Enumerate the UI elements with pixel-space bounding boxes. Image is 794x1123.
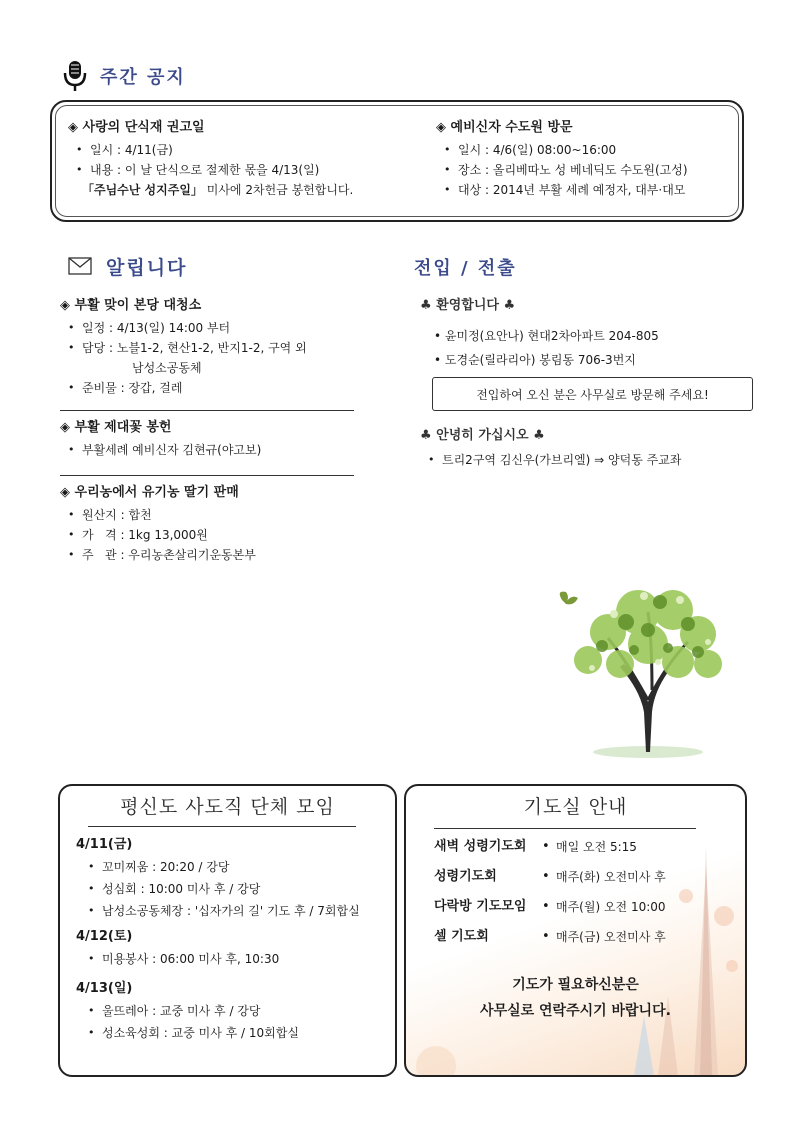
cleaning-schedule: • 일정 : 4/13(일) 14:00 부터 [60,318,360,338]
flower-heading: ◈ 부활 제대꽃 봉헌 [60,420,172,435]
fasting-date: • 일시 : 4/11(금) [68,140,428,160]
welcome-heading: ♣ 환영합니다 ♣ [420,298,516,313]
prayer-footer-2: 사무실로 연락주시기 바랍니다. [480,1003,671,1019]
fasting-content: • 내용 : 이 날 단식으로 절제한 몫을 4/13(일) [68,160,428,180]
meeting-item-5: • 울뜨레아 : 교중 미사 후 / 강당 [80,1000,396,1022]
prayer-footer-1: 기도가 필요하신분은 [512,977,639,993]
strawberry-origin: • 원산지 : 합천 [60,505,360,525]
prayer-list [434,832,734,952]
prayer-row: 셀 기도회 • 매주(금) 오전미사 후 [434,929,666,944]
prayer-row: 다락방 기도모임 • 매주(월) 오전 10:00 [434,899,666,914]
transfer-welcome [420,296,760,370]
meeting-date-3: 4/13(일) [76,981,133,996]
prayer-title-underline [434,828,696,829]
flower-donor: • 부활세례 예비신자 김현규(야고보) [60,440,360,460]
strawberry-heading: ◈ 우리농에서 유기농 딸기 판매 [60,485,239,500]
weekly-title: 주간 공지 [100,67,186,88]
notice-header [68,252,187,280]
weekly-header [60,58,186,94]
divider-1 [60,410,354,411]
divider-2 [60,475,354,476]
weekly-left [68,118,428,200]
welcome-item-1: • 윤미정(요안나) 현대2차아파트 204-805 [434,329,659,343]
transfer-farewell [420,426,760,470]
meetings-list [76,834,396,1044]
monastery-target: • 대상 : 2014년 부활 세례 예정자, 대부·대모 [436,180,736,200]
meetings-title-underline [88,826,356,827]
prayer-title: 기도실 안내 [523,796,628,818]
welcome-item-2: • 도경순(릴라리아) 봉림동 706-3번지 [434,353,636,367]
monastery-place: • 장소 : 올리베따노 성 베네딕도 수도원(고성) [436,160,736,180]
meetings-title: 평신도 사도직 단체 모임 [120,796,335,818]
meeting-item-3: • 남성소공동체장 : '십자가의 길' 기도 후 / 7회합실 [80,900,396,922]
transfer-title: 전입 / 전출 [414,258,517,279]
envelope-icon [68,257,92,275]
meeting-item-6: • 성소육성회 : 교중 미사 후 / 10회합실 [80,1022,396,1044]
notice-title: 알립니다 [106,256,188,279]
notice-section-2 [60,418,360,460]
cleaning-heading: ◈ 부활 맞이 본당 대청소 [60,298,202,313]
strawberry-price: • 가 격 : 1kg 13,000원 [60,525,360,545]
fasting-note: 「주님수난 성지주일」 미사에 2차헌금 봉헌합니다. [82,183,354,197]
farewell-heading: ♣ 안녕히 가십시오 ♣ [420,428,545,443]
cleaning-supplies: • 준비물 : 장갑, 걸레 [60,378,360,398]
strawberry-host: • 주 관 : 우리농촌살리기운동본부 [60,545,360,565]
notice-section-1 [60,296,360,398]
farewell-item-1: • 트리2구역 김신우(가브리엘) ⇒ 양덕동 주교좌 [420,450,760,470]
weekly-right [436,118,736,200]
meeting-item-4: • 미용봉사 : 06:00 미사 후, 10:30 [80,948,396,970]
monastery-heading: ◈ 예비신자 수도원 방문 [436,120,573,135]
meeting-date-1: 4/11(금) [76,837,133,852]
prayer-row: 새벽 성령기도회 • 매일 오전 5:15 [434,839,637,854]
cleaning-charge-cont: 남성소공동체 [132,361,202,375]
transfer-note: 전입하여 오신 분은 사무실로 방문해 주세요! [476,387,709,402]
monastery-date: • 일시 : 4/6(일) 08:00~16:00 [436,140,736,160]
cleaning-charge: • 담당 : 노블1-2, 현산1-2, 반지1-2, 구역 외 [60,338,360,358]
meeting-date-2: 4/12(토) [76,929,133,944]
prayer-row: 성령기도회 • 매주(화) 오전미사 후 [434,869,666,884]
meeting-item-1: • 꼬미찌움 : 20:20 / 강당 [80,856,396,878]
fasting-heading: ◈ 사랑의 단식재 권고일 [68,120,205,135]
notice-section-3 [60,483,360,565]
transfer-note-box [432,377,753,411]
meeting-item-2: • 성심회 : 10:00 미사 후 / 강당 [80,878,396,900]
microphone-icon [60,59,90,93]
tree-illustration [548,572,738,762]
